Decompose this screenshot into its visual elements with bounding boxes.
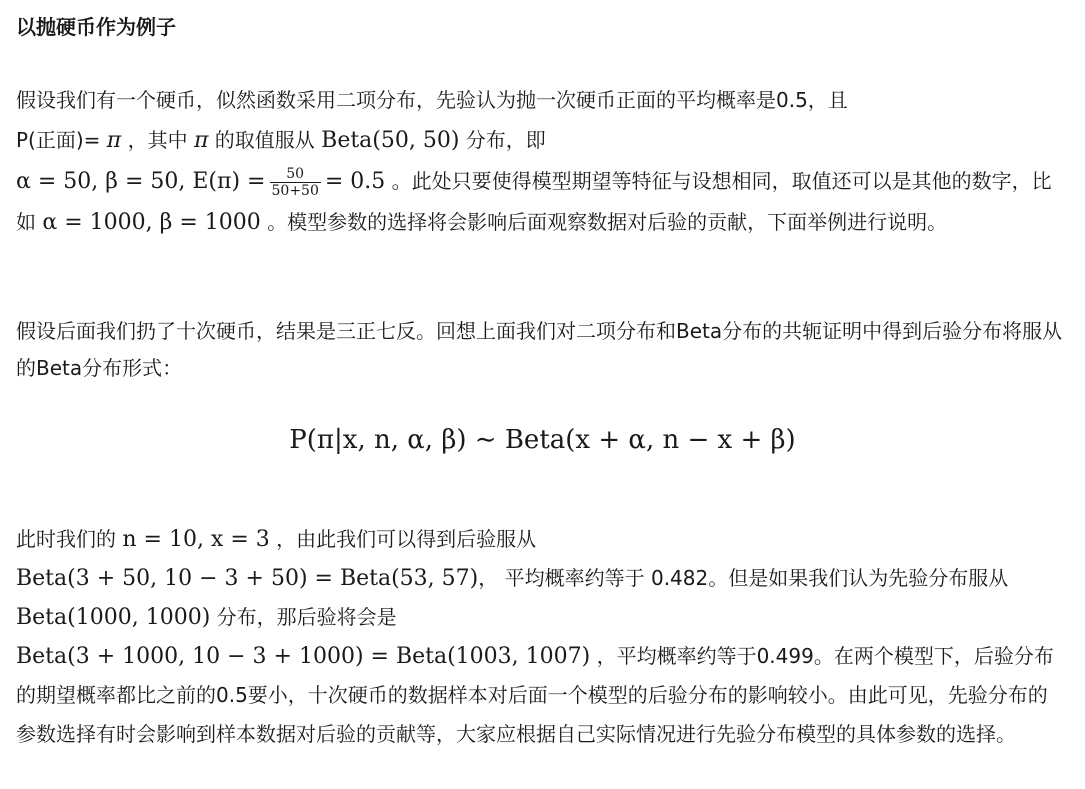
math-expectation-lhs: α = 50, β = 50, E(π) =	[16, 169, 266, 194]
paragraph-posterior-intro	[16, 313, 1066, 387]
text-run: ，平均概率约等于0.499。在两个模型下，后验分布的期望概率都比之前的0.5要小，十次硬币的数据样本对后面一个模型的后验分布的影响较小。由此可见，先验分布的参数选择有时会影响到样本数据对后验的贡献等，大家应根据自己实际情况进行先验分布模型的具体参数的选择。	[16, 644, 1054, 746]
text-run: ，其中	[121, 128, 194, 152]
display-equation: P(π|x, n, α, β) ∼ Beta(x + α, n − x + β)	[289, 425, 796, 455]
text-run: 。模型参数的选择将会影响后面观察数据对后验的贡献，下面举例进行说明。	[260, 210, 948, 234]
text-run: 分布，即	[459, 128, 546, 152]
math-fraction	[270, 166, 321, 199]
fraction-denominator: 50+50	[271, 183, 319, 199]
text-run: 此时我们的	[16, 527, 123, 551]
text-run: 的取值服从	[208, 128, 322, 152]
text-run: 分布，那后验将会是	[210, 605, 397, 629]
paragraph-prior-setup	[16, 80, 1066, 243]
text-run: ，由此我们可以得到后验服从	[269, 527, 537, 551]
section-heading: 以抛硬币作为例子	[16, 15, 176, 39]
text-run: 。此处只要使得模型期望等特征与设想相同，取值还可以是其他的数字，比如	[16, 169, 1052, 234]
math-posterior-2: Beta(3 + 1000, 10 − 3 + 1000) = Beta(1003, 1007)	[16, 644, 591, 669]
math-beta-50-50: Beta(50, 50)	[321, 128, 460, 153]
paragraph-posterior-results	[16, 520, 1066, 754]
math-pi: π	[106, 128, 122, 153]
math-prior-1000: Beta(1000, 1000)	[16, 605, 211, 630]
text-run: 假设后面我们扔了十次硬币，结果是三正七反。回想上面我们对二项分布和Beta分布的共轭证明中得到后验分布将服从的Beta分布形式：	[16, 319, 1063, 380]
fraction-numerator: 50	[286, 166, 305, 182]
text-run: 假设我们有一个硬币，似然函数采用二项分布，先验认为抛一次硬币正面的平均概率是0.5，且	[16, 88, 848, 112]
text-run: P(正面)=	[16, 128, 107, 152]
math-alt-params: α = 1000, β = 1000	[42, 210, 261, 235]
math-pi: π	[193, 128, 209, 153]
math-posterior-1: Beta(3 + 50, 10 − 3 + 50) = Beta(53, 57)	[16, 566, 479, 591]
text-run: ， 平均概率约等于 0.482。但是如果我们认为先验分布服从	[478, 566, 1009, 590]
math-expectation-rhs: = 0.5	[324, 169, 386, 194]
math-n-x: n = 10, x = 3	[122, 527, 270, 552]
